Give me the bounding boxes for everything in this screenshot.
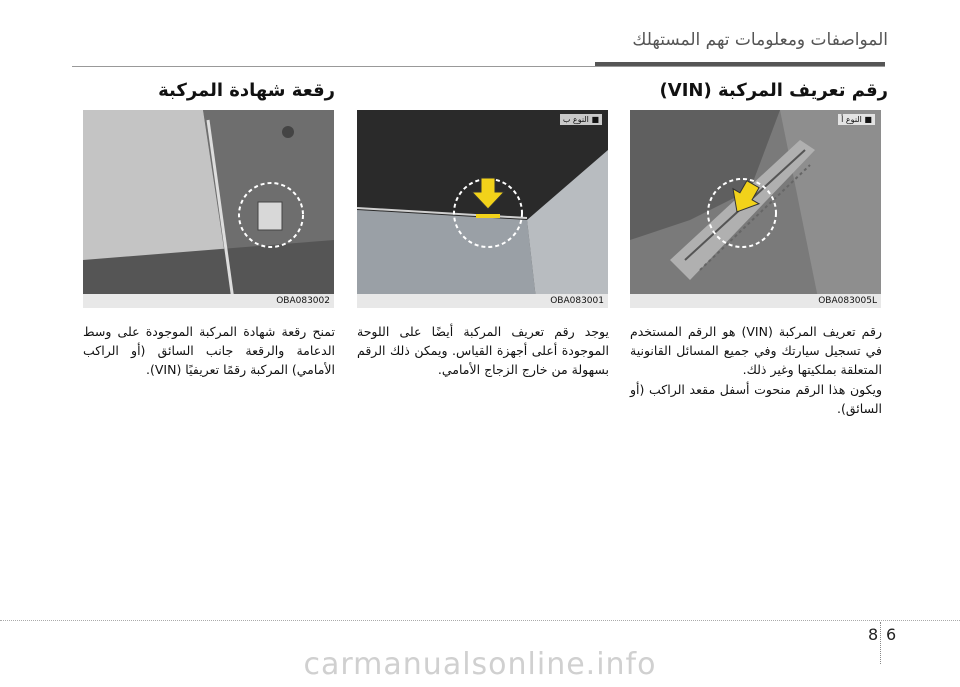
cert-section-title: رقعة شهادة المركبة	[158, 80, 335, 101]
vin-dash-paragraph: يوجد رقم تعريف المركبة أيضًا على اللوحة الموجودة أعلى أجهزة القياس. ويمكن ذلك الرقم بسهولة من خارج الزجاج الأمامي.	[357, 324, 609, 377]
footer-divider	[0, 620, 960, 621]
cert-paragraph: تمنح رقعة شهادة المركبة الموجودة على وسط الدعامة والرقعة جانب السائق (أو الراكب الأمامي) المركبة رقمًا تعريفيًا (VIN).	[83, 324, 335, 377]
page-number-left: 8	[868, 625, 879, 644]
vin-seat-paragraph-2: ويكون هذا الرقم منحوت أسفل مقعد الراكب (أو السائق).	[630, 382, 882, 416]
photo-code-2: OBA083001	[357, 294, 608, 308]
vin-seat-paragraph: رقم تعريف المركبة (VIN) هو الرقم المستخدم في تسجيل سيارتك وفي جميع المسائل القانونية المتعلقة بملكيتها وغير ذلك.	[630, 324, 882, 377]
header-rule-thin	[72, 66, 885, 67]
page-number-right: 6	[886, 625, 897, 644]
photo-vin-dash	[357, 110, 608, 308]
photo-code-1: OBA083005L	[630, 294, 881, 308]
photo-vin-seat	[630, 110, 881, 308]
vin-section-title: رقم تعريف المركبة (VIN)	[659, 80, 888, 101]
photo-tag-type-b: ■ النوع ب	[560, 114, 602, 125]
photo-code-3: OBA083002	[83, 294, 334, 308]
photo-tag-type-a: ■ النوع أ	[838, 114, 875, 125]
watermark: carmanualsonline.info	[303, 647, 657, 682]
header-title: المواصفات ومعلومات تهم المستهلك	[632, 30, 888, 50]
photo-cert-pillar	[83, 110, 334, 308]
